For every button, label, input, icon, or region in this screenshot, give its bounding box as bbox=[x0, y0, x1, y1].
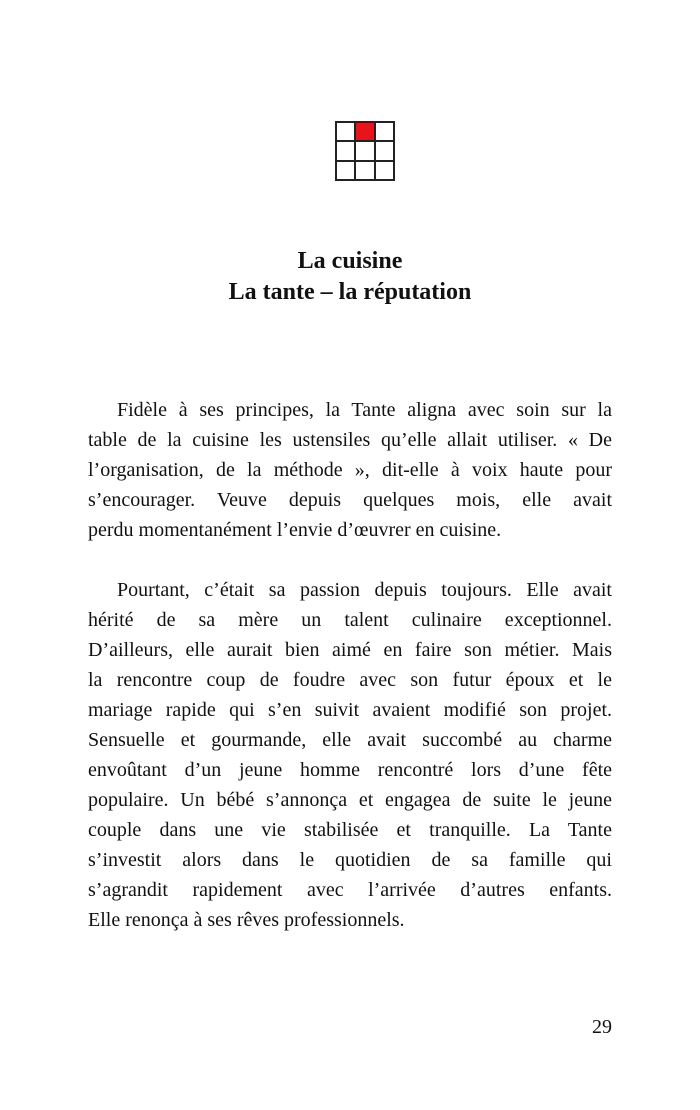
text-line: hérité de sa mère un talent culinaire exceptionnel. bbox=[88, 609, 612, 631]
grid-cell bbox=[375, 122, 394, 141]
text-line: la rencontre coup de foudre avec son futur époux et le bbox=[88, 669, 612, 691]
text-line: couple dans une vie stabilisée et tranquille. La Tante bbox=[88, 819, 612, 841]
text-line: Elle renonça à ses rêves professionnels. bbox=[88, 909, 405, 931]
text-line: Pourtant, c’était sa passion depuis toujours. Elle avait bbox=[117, 579, 612, 601]
text-line: s’agrandit rapidement avec l’arrivée d’autres enfants. bbox=[88, 879, 612, 901]
text-line: envoûtant d’un jeune homme rencontré lors d’une fête bbox=[88, 759, 612, 781]
text-line: l’organisation, de la méthode », dit-elle à voix haute pour bbox=[88, 459, 612, 481]
grid-cell bbox=[336, 122, 355, 141]
grid-cell bbox=[336, 141, 355, 160]
chapter-subtitle: La tante – la réputation bbox=[228, 279, 472, 305]
grid-cell bbox=[375, 161, 394, 180]
page-number: 29 bbox=[592, 1016, 612, 1038]
text-line: Fidèle à ses principes, la Tante aligna avec soin sur la bbox=[117, 399, 612, 421]
chapter-emblem-grid bbox=[335, 121, 395, 181]
text-line: s’investit alors dans le quotidien de sa famille qui bbox=[88, 849, 612, 871]
grid-cell bbox=[355, 161, 374, 180]
text-line: Sensuelle et gourmande, elle avait succombé au charme bbox=[88, 729, 612, 751]
chapter-title: La cuisine bbox=[297, 248, 403, 274]
text-line: table de la cuisine les ustensiles qu’elle allait utiliser. « De bbox=[88, 429, 612, 451]
grid-cell bbox=[375, 141, 394, 160]
grid-cell bbox=[336, 161, 355, 180]
text-line: populaire. Un bébé s’annonça et engagea de suite le jeune bbox=[88, 789, 612, 811]
text-line: mariage rapide qui s’en suivit avaient modifié son projet. bbox=[88, 699, 612, 721]
text-line: D’ailleurs, elle aurait bien aimé en faire son métier. Mais bbox=[88, 639, 612, 661]
grid-cell bbox=[355, 141, 374, 160]
text-line: perdu momentanément l’envie d’œuvrer en cuisine. bbox=[88, 519, 502, 541]
grid-cell-highlighted bbox=[355, 122, 374, 141]
text-line: s’encourager. Veuve depuis quelques mois, elle avait bbox=[88, 489, 612, 511]
